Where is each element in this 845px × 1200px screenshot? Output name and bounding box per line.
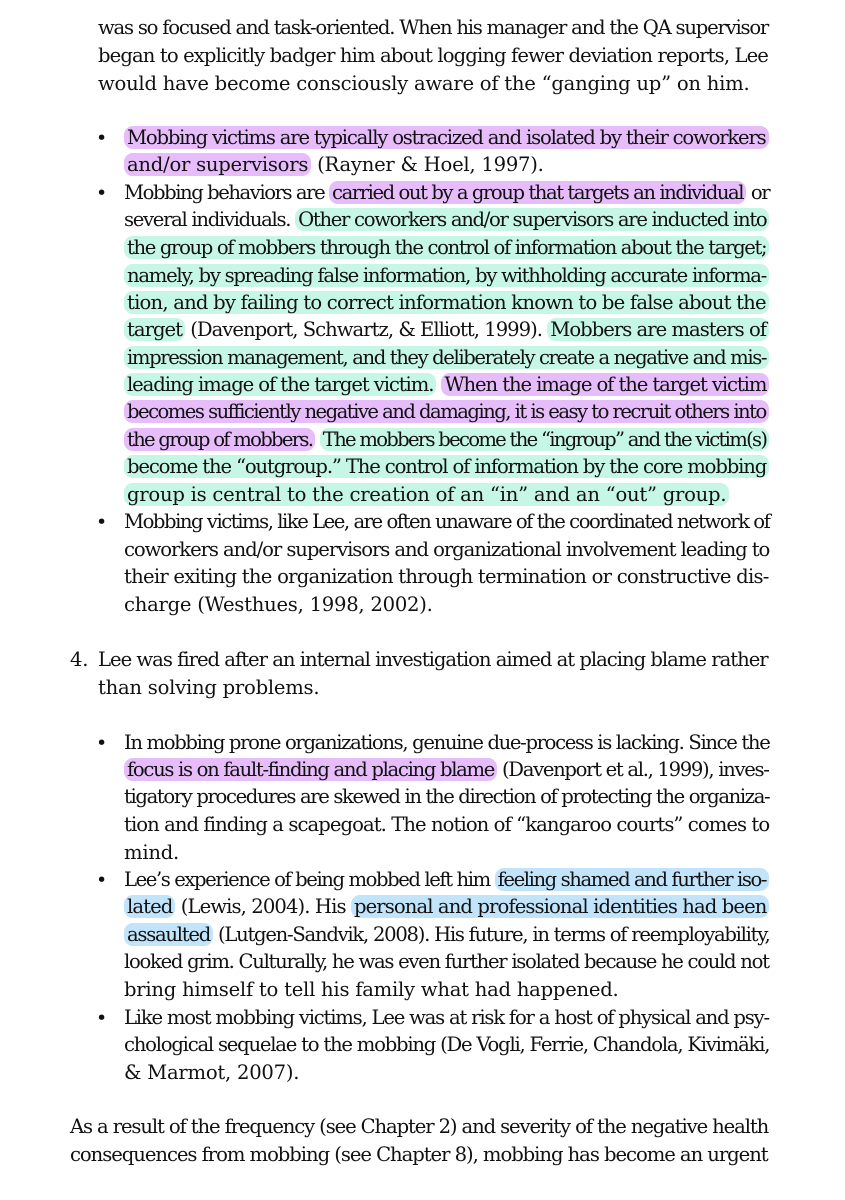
text-span: or [746, 181, 770, 204]
text-line [98, 646, 768, 674]
text-line [98, 42, 768, 70]
text-line [124, 206, 769, 234]
text-span: Lee was fired after an internal investigation aimed at placing blame rather [98, 648, 768, 671]
text-line [124, 948, 769, 976]
text-line [98, 70, 749, 98]
list-number: 4. [70, 648, 89, 671]
bullet-marker: • [96, 869, 108, 891]
bullet-marker: • [96, 1007, 108, 1029]
teal-highlight: the group of mobbers through the control of information about the target; [124, 236, 769, 259]
text-span: mind. [124, 841, 179, 864]
text-line [124, 234, 769, 262]
bullet-marker: • [96, 182, 108, 204]
purple-highlight: becomes sufficiently negative and damaging, it is easy to recruit others into [124, 400, 769, 423]
text-line [124, 371, 769, 399]
purple-highlight: When the image of the target victim [441, 373, 769, 396]
teal-highlight: group is central to the creation of an “in” and an “out” group. [124, 483, 729, 506]
text-line [124, 536, 769, 564]
bullet-marker: • [96, 127, 108, 149]
text-line [124, 921, 769, 949]
text-line [124, 151, 544, 179]
text-span: As a result of the frequency (see Chapter 2) and severity of the negative health [70, 1115, 769, 1138]
blue-highlight: assaulted [124, 923, 213, 946]
text-line [124, 398, 769, 426]
text-line [98, 674, 319, 702]
text-line [124, 453, 769, 481]
text-line [124, 508, 769, 536]
text-span: than solving problems. [98, 676, 320, 699]
text-line [124, 729, 769, 757]
text-span: In mobbing prone organizations, genuine due-process is lacking. Since the [124, 731, 770, 754]
teal-highlight: become the “outgroup.” The control of information by the core mobbing [124, 455, 769, 478]
text-line [70, 1113, 768, 1141]
text-line [124, 756, 769, 784]
text-span: charge (Westhues, 1998, 2002). [124, 593, 433, 616]
text-span: Lee’s experience of being mobbed left him [124, 868, 495, 891]
purple-highlight: Mobbing victims are typically ostracized and isolated by their coworkers [124, 126, 769, 149]
text-line [124, 344, 769, 372]
text-line [124, 563, 769, 591]
text-span: (Lewis, 2004). His [175, 895, 351, 918]
text-span: was so focused and task-oriented. When his manager and the QA supervisor [98, 16, 769, 39]
text-line [124, 811, 769, 839]
text-line [124, 591, 433, 619]
teal-highlight: namely, by spreading false information, by withholding accurate informa- [124, 264, 769, 287]
text-span: consequences from mobbing (see Chapter 8), mobbing has become an urgent [70, 1143, 768, 1166]
text-span: bring himself to tell his family what had happened. [124, 978, 619, 1001]
text-line [124, 866, 769, 894]
bullet-marker: • [96, 511, 108, 533]
text-span: (Davenport, Schwartz, & Elliott, 1999). [185, 318, 548, 341]
blue-highlight: lated [124, 895, 175, 918]
text-span: (Davenport et al., 1999), inves- [497, 758, 769, 781]
text-line [98, 14, 768, 42]
text-line [124, 316, 769, 344]
text-span: looked grim. Culturally, he was even further isolated because he could not [124, 950, 769, 973]
text-line [124, 783, 769, 811]
purple-highlight: focus is on fault-finding and placing blame [124, 758, 497, 781]
text-span: Like most mobbing victims, Lee was at risk for a host of physical and psy- [124, 1006, 769, 1029]
bullet-marker: • [96, 732, 108, 754]
teal-highlight: Other coworkers and/or supervisors are inducted into [295, 208, 769, 231]
teal-highlight: The mobbers become the “ingroup” and the victim(s) [320, 428, 770, 451]
text-line [124, 893, 769, 921]
blue-highlight: personal and professional identities had been [351, 895, 770, 918]
text-span: & Marmot, 2007). [124, 1061, 300, 1084]
text-span: tigatory procedures are skewed in the direction of protecting the organiza- [124, 785, 770, 808]
text-line [124, 1059, 299, 1087]
text-span: (Lutgen-Sandvik, 2008). His future, in terms of reemployability, [213, 923, 770, 946]
purple-highlight: the group of mobbers. [124, 428, 315, 451]
text-line [124, 481, 729, 509]
text-line [124, 976, 619, 1004]
text-line [124, 179, 769, 207]
text-span: coworkers and/or supervisors and organizational involvement leading to [124, 538, 770, 561]
text-span: began to explicitly badger him about logging fewer deviation reports, Lee [98, 44, 769, 67]
text-span: tion and finding a scapegoat. The notion of “kangaroo courts” comes to [124, 813, 770, 836]
text-span: several individuals. [124, 208, 296, 231]
text-line [124, 426, 769, 454]
text-line [124, 839, 179, 867]
text-line [124, 1031, 769, 1059]
purple-highlight: and/or supervisors [124, 153, 311, 176]
text-line [124, 289, 769, 317]
text-span: Mobbing victims, like Lee, are often unaware of the coordinated network of [124, 510, 770, 533]
text-span: chological sequelae to the mobbing (De Vogli, Ferrie, Chandola, Kivimäki, [124, 1033, 770, 1056]
text-span: their exiting the organization through termination or constructive dis- [124, 565, 769, 588]
text-line [124, 124, 769, 152]
text-line [124, 262, 769, 290]
teal-highlight: Mobbers are masters of [547, 318, 769, 341]
blue-highlight: feeling shamed and further iso- [495, 868, 770, 891]
text-span: Mobbing behaviors are [124, 181, 330, 204]
teal-highlight: impression management, and they deliberately create a negative and mis- [124, 346, 769, 369]
text-line [70, 1141, 768, 1169]
purple-highlight: carried out by a group that targets an individual [329, 181, 746, 204]
teal-highlight: target [124, 318, 185, 341]
text-span: (Rayner & Hoel, 1997). [311, 153, 544, 176]
teal-highlight: leading image of the target victim. [124, 373, 436, 396]
teal-highlight: tion, and by failing to correct information known to be false about the [124, 291, 769, 314]
text-line [124, 1004, 769, 1032]
text-span: would have become consciously aware of the “ganging up” on him. [98, 72, 750, 95]
